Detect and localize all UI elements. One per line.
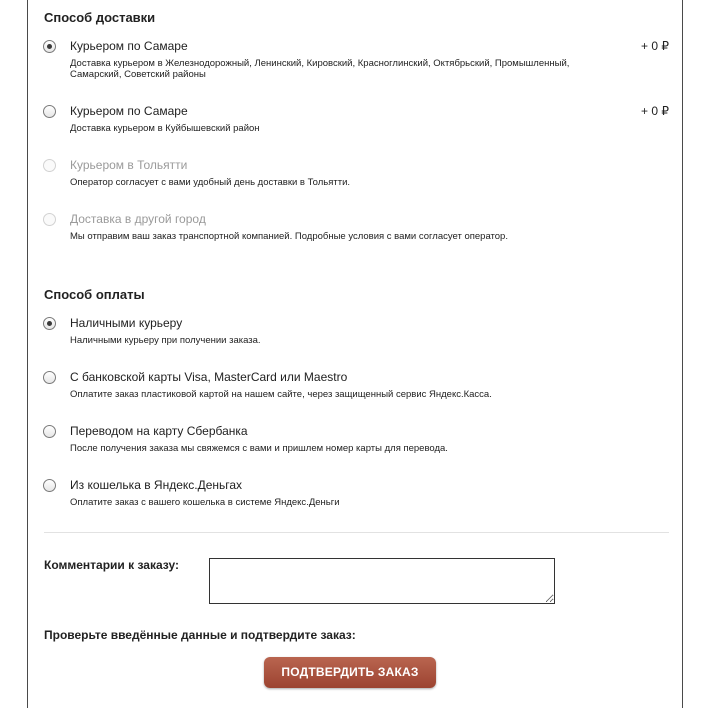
section-divider [44,532,669,533]
delivery-option-label[interactable]: Курьером по Самаре [70,104,188,118]
payment-option-label[interactable]: С банковской карты Visa, MasterCard или Maestro [70,370,348,384]
delivery-option-description: Оператор согласует с вами удобный день доставки в Тольятти. [70,177,351,188]
delivery-option-description: Доставка курьером в Железнодорожный, Ленинский, Кировский, Красноглинский, Октябрьский, Промышленный, Самарский, Советский районы [70,58,570,80]
comment-label: Комментарии к заказу: [44,558,179,572]
delivery-option-label: Доставка в другой город [70,212,206,226]
confirm-instructions: Проверьте введённые данные и подтвердите заказ: [44,628,356,642]
comment-textarea[interactable] [209,558,555,604]
payment-option-description: Оплатите заказ с вашего кошелька в системе Яндекс.Деньги [70,497,340,508]
delivery-option-label[interactable]: Курьером по Самаре [70,39,188,53]
payment-section-title: Способ оплаты [44,287,145,302]
delivery-option-label: Курьером в Тольятти [70,158,188,172]
delivery-radio-1[interactable] [43,40,56,53]
delivery-option-description: Мы отправим ваш заказ транспортной компанией. Подробные условия с вами согласует оператор. [70,231,508,242]
payment-radio-3[interactable] [43,425,56,438]
payment-option-description: После получения заказа мы свяжемся с вами и пришлем номер карты для перевода. [70,443,448,454]
payment-option-description: Наличными курьеру при получении заказа. [70,335,261,346]
payment-radio-4[interactable] [43,479,56,492]
payment-radio-1[interactable] [43,317,56,330]
confirm-order-button[interactable]: ПОДТВЕРДИТЬ ЗАКАЗ [264,657,436,688]
delivery-radio-3 [43,159,56,172]
payment-option-label[interactable]: Переводом на карту Сбербанка [70,424,248,438]
payment-option-label[interactable]: Наличными курьеру [70,316,183,330]
delivery-option-price: + 0 ₽ [641,104,669,118]
delivery-option-price: + 0 ₽ [641,39,669,53]
payment-option-description: Оплатите заказ пластиковой картой на нашем сайте, через защищенный сервис Яндекс.Касса. [70,389,492,400]
delivery-section-title: Способ доставки [44,10,156,25]
delivery-radio-4 [43,213,56,226]
payment-option-label[interactable]: Из кошелька в Яндекс.Деньгах [70,478,243,492]
payment-radio-2[interactable] [43,371,56,384]
delivery-radio-2[interactable] [43,105,56,118]
delivery-option-description: Доставка курьером в Куйбышевский район [70,123,260,134]
